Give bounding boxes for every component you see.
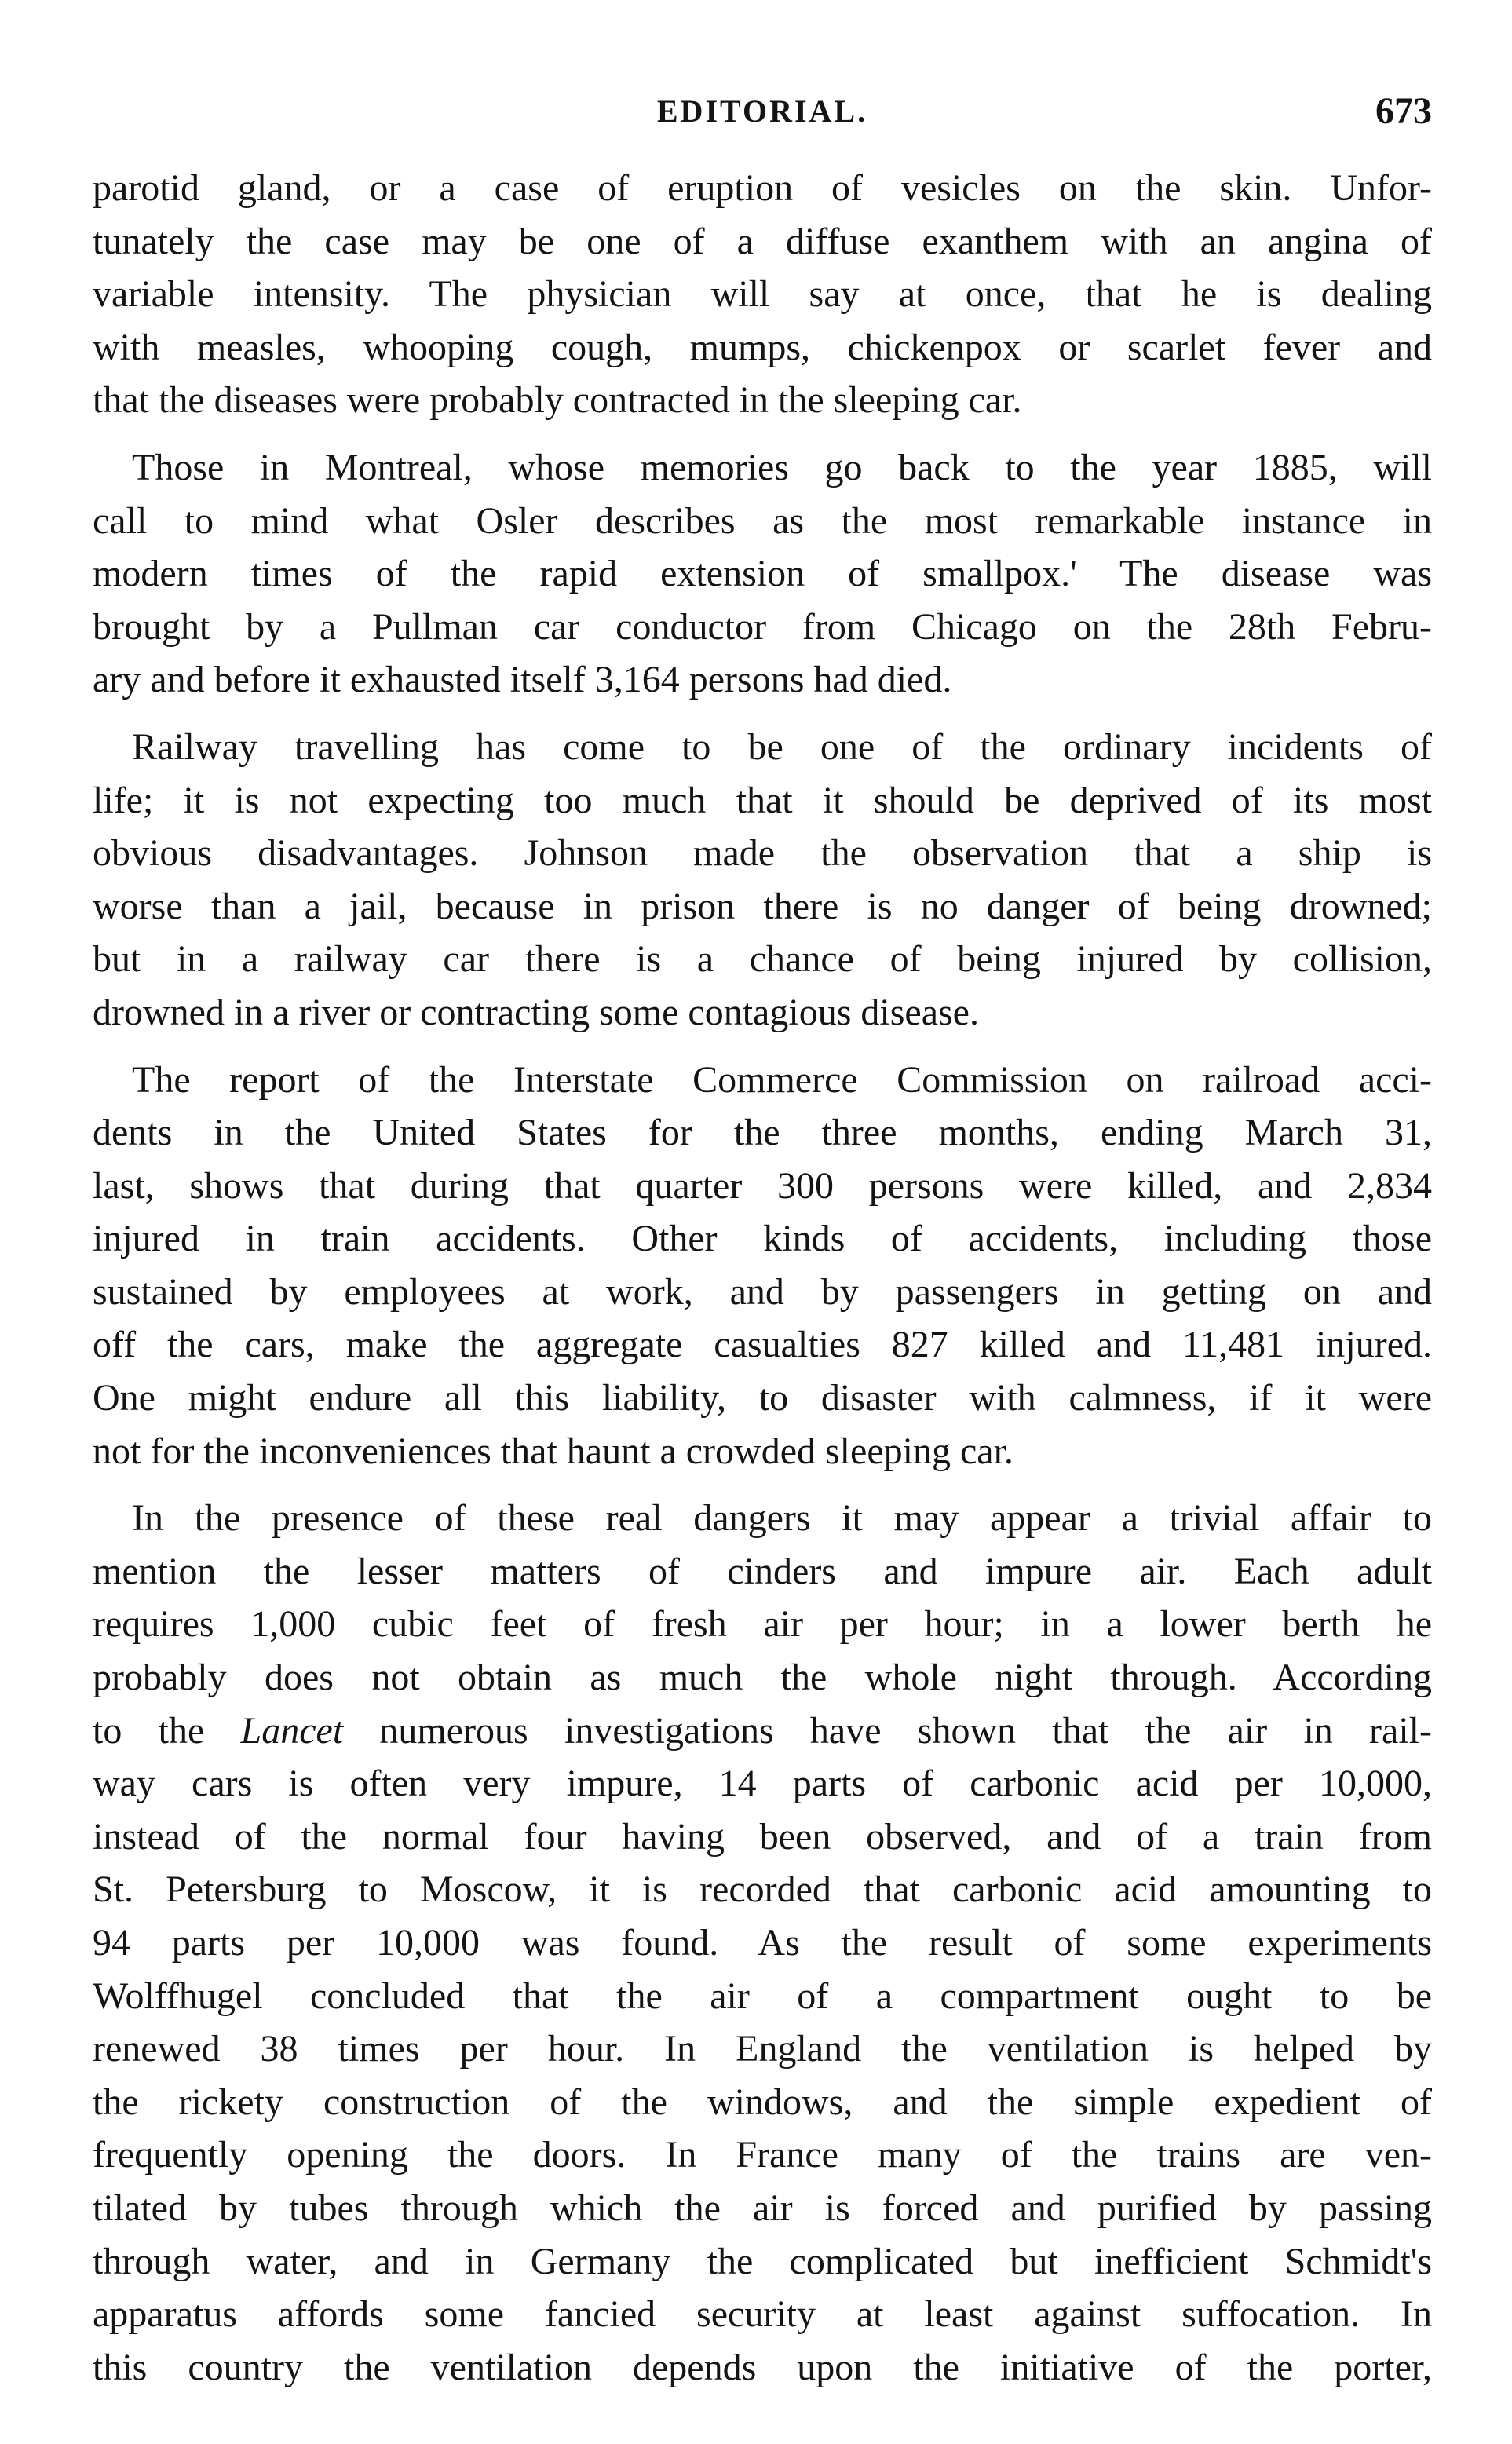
text-line: but in a railway car there is a chance of being injured by collision, [93,938,1432,981]
text-line: through water, and in Germany the complicated but inefficient Schmidt's [93,2240,1432,2282]
text-line: variable intensity. The physician will say at once, that he is dealing [93,273,1432,316]
text-line: requires 1,000 cubic feet of fresh air per hour; in a lower berth he [93,1603,1432,1646]
text-line: In the presence of these real dangers it may appear a trivial affair to [132,1497,1432,1540]
text-line: the rickety construction of the windows, and the simple expedient of [93,2081,1432,2123]
body-text [93,162,1432,2408]
text-line: modern times of the rapid extension of smallpox.' The disease was [93,553,1432,595]
text-line: Those in Montreal, whose memories go back to the year 1885, will [132,446,1432,488]
text-line: instead of the normal four having been observed, and of a train from [93,1815,1432,1858]
text-line: tilated by tubes through which the air is forced and purified by passing [93,2186,1432,2229]
text-line: ary and before it exhausted itself 3,164 persons had died. [93,659,952,701]
text-line: frequently opening the doors. In France many of the trains are ven- [93,2134,1432,2176]
paragraph-5 [93,1492,1432,2394]
text-line: life; it is not expecting too much that it should be deprived of its most [93,779,1432,821]
text-line: One might endure all this liability, to disaster with calmness, if it were [93,1377,1432,1419]
paragraph-4 [93,1054,1432,1478]
text-line: apparatus affords some fancied security at least against suffocation. In [93,2293,1432,2336]
text-line: mention the lesser matters of cinders and impure air. Each adult [93,1550,1432,1592]
text-line: call to mind what Osler describes as the most remarkable instance in [93,499,1432,542]
text-line: way cars is often very impure, 14 parts of carbonic acid per 10,000, [93,1763,1432,1805]
text-line: to the Lancet numerous investigations have shown that the air in rail- [93,1709,1432,1752]
text-line: renewed 38 times per hour. In England the ventilation is helped by [93,2028,1432,2070]
paragraph-1 [93,162,1432,427]
running-title: EDITORIAL. [656,93,868,129]
text-line: obvious disadvantages. Johnson made the observation that a ship is [93,832,1432,875]
text-line: this country the ventilation depends upon the initiative of the porter, [93,2346,1432,2388]
text-line: parotid gland, or a case of eruption of vesicles on the skin. Unfor- [93,167,1432,209]
text-line: The report of the Interstate Commerce Commission on railroad acci- [132,1058,1432,1101]
text-line: that the diseases were probably contracted in the sleeping car. [93,379,1022,422]
text-line: sustained by employees at work, and by passengers in getting on and [93,1270,1432,1313]
text-line: last, shows that during that quarter 300 persons were killed, and 2,834 [93,1164,1432,1207]
paragraph-3 [93,721,1432,1039]
text-line: 94 parts per 10,000 was found. As the result of some experiments [93,1922,1432,1964]
text-line: dents in the United States for the three months, ending March 31, [93,1112,1432,1154]
text-line: Wolffhugel concluded that the air of a compartment ought to be [93,1975,1432,2017]
journal-name: Lancet [240,1709,344,1752]
text-line: Railway travelling has come to be one of the ordinary incidents of [132,725,1432,768]
document-page [93,0,1432,2444]
text-line: tunately the case may be one of a diffuse exanthem with an angina of [93,220,1432,262]
text-line: St. Petersburg to Moscow, it is recorded that carbonic acid amounting to [93,1869,1432,1911]
text-line: drowned in a river or contracting some contagious disease. [93,991,979,1033]
text-line: brought by a Pullman car conductor from Chicago on the 28th Febru- [93,605,1432,648]
text-line: not for the inconveniences that haunt a crowded sleeping car. [93,1430,1013,1472]
page-number: 673 [1375,90,1432,132]
text-line: probably does not obtain as much the whole night through. According [93,1657,1432,1699]
running-head [93,88,1432,135]
text-line: injured in train accidents. Other kinds of accidents, including those [93,1218,1432,1260]
text-line: off the cars, make the aggregate casualties 827 killed and 11,481 injured. [93,1324,1432,1366]
paragraph-2 [93,441,1432,707]
text-line: worse than a jail, because in prison there is no danger of being drowned; [93,885,1432,927]
text-line: with measles, whooping cough, mumps, chickenpox or scarlet fever and [93,326,1432,368]
